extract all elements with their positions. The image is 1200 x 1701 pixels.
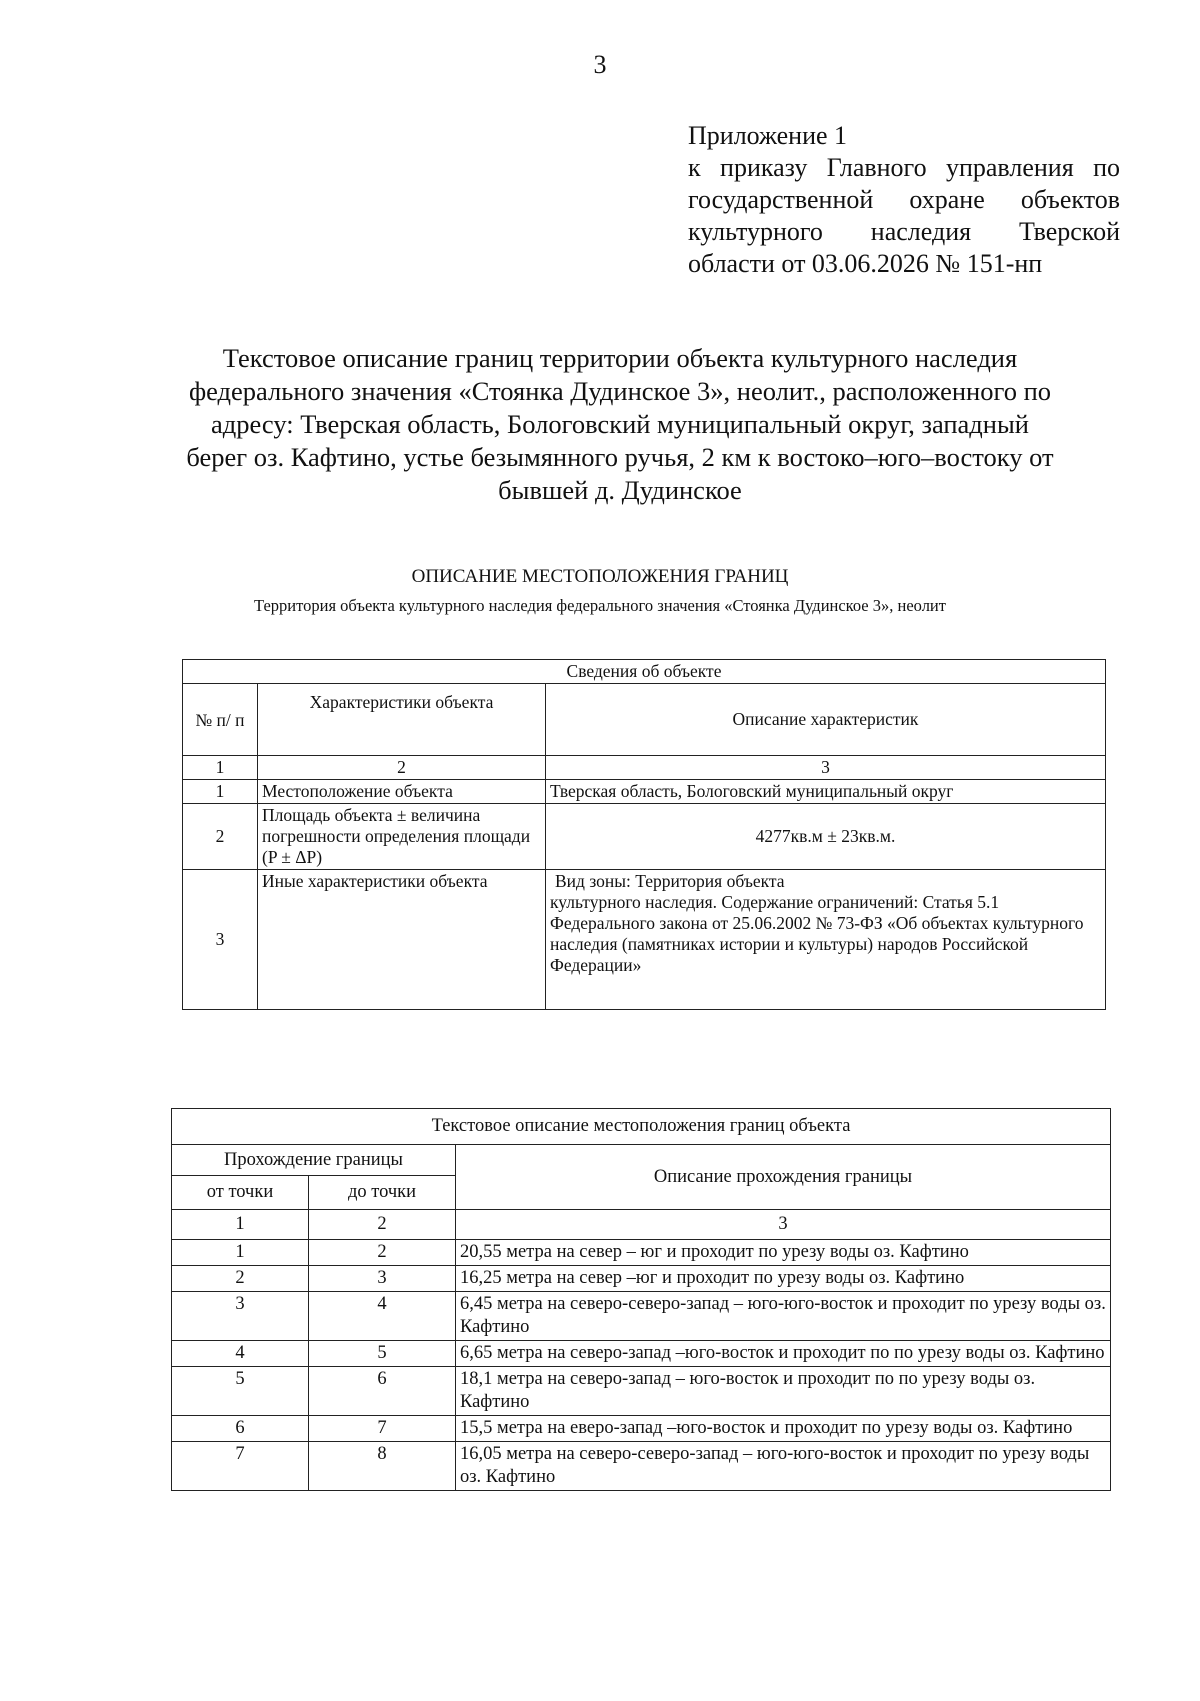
table-row: [172, 1442, 1111, 1491]
page-number: 3: [593, 50, 607, 79]
title-line: Текстовое описание границ территории объекта культурного наследия: [222, 343, 1018, 373]
from-point: 5: [172, 1367, 309, 1416]
from-point: 3: [172, 1292, 309, 1341]
row-description: 4277кв.м ± 23кв.м.: [546, 804, 1106, 870]
table-row: [183, 870, 1106, 1010]
table-number-row: [172, 1210, 1111, 1240]
header-number-cell: 1: [183, 756, 258, 780]
table-caption: Сведения об объекте: [183, 660, 1106, 684]
object-info-table: [182, 659, 1106, 1010]
table-row: [183, 804, 1106, 870]
from-point: 7: [172, 1442, 309, 1491]
boundary-description: 20,55 метра на север – юг и проходит по урезу воды оз. Кафтино: [456, 1240, 1111, 1266]
title-line: адресу: Тверская область, Бологовский муниципальный округ, западный: [211, 409, 1029, 439]
row-characteristic: Местоположение объекта: [258, 780, 546, 804]
boundary-description: 15,5 метра на еверо-запад –юго-восток и проходит по урезу воды оз. Кафтино: [456, 1416, 1111, 1442]
column-header-description: Описание характеристик: [546, 684, 1106, 756]
table-number-row: [183, 756, 1106, 780]
boundary-description: 16,05 метра на северо-северо-запад – юго-юго-восток и проходит по урезу воды оз. Кафтино: [456, 1442, 1111, 1491]
to-point: 3: [309, 1266, 456, 1292]
column-group-header: Прохождение границы: [172, 1145, 456, 1176]
column-header-characteristic: Характеристики объекта: [258, 684, 546, 756]
row-number: 1: [183, 780, 258, 804]
appendix-line: культурного наследия Тверской: [688, 217, 1120, 246]
to-point: 7: [309, 1416, 456, 1442]
appendix-block: [688, 120, 1120, 280]
row-characteristic: Площадь объекта ± величина погрешности определения площади (P ± ΔP): [258, 804, 546, 870]
header-number-cell: 1: [172, 1210, 309, 1240]
table-row: [183, 780, 1106, 804]
table-row: [172, 1292, 1111, 1341]
row-description-line: культурного наследия. Содержание ограничений: Статья 5.1 Федерального закона от 25.06.2002 № 73-ФЗ «Об объектах культурного наследия (памятниках истории и культуры) народов Российской Федерации»: [550, 892, 1084, 975]
to-point: 2: [309, 1240, 456, 1266]
section-subheading: Территория объекта культурного наследия федерального значения «Стоянка Дудинское 3», неолит: [254, 596, 946, 615]
from-point: 2: [172, 1266, 309, 1292]
boundary-description-table: [171, 1108, 1111, 1491]
to-point: 8: [309, 1442, 456, 1491]
row-description: Тверская область, Бологовский муниципальный округ: [546, 780, 1106, 804]
table-row: [172, 1367, 1111, 1416]
row-number: 3: [183, 870, 258, 1010]
row-number: 2: [183, 804, 258, 870]
appendix-line: области от 03.06.2026 № 151-нп: [688, 249, 1043, 278]
row-description-line: Вид зоны: Территория объекта: [555, 871, 785, 891]
boundary-description: 6,65 метра на северо-запад –юго-восток и проходит по по урезу воды оз. Кафтино: [456, 1341, 1111, 1367]
appendix-line: Приложение 1: [688, 121, 848, 150]
header-number-cell: 3: [546, 756, 1106, 780]
section-heading: ОПИСАНИЕ МЕСТОПОЛОЖЕНИЯ ГРАНИЦ: [411, 566, 789, 587]
row-description: [546, 870, 1106, 1010]
column-header-to: до точки: [309, 1176, 456, 1210]
table-caption-row: [172, 1109, 1111, 1145]
table-row: [172, 1240, 1111, 1266]
header-number-cell: 2: [258, 756, 546, 780]
boundary-description: 6,45 метра на северо-северо-запад – юго-юго-восток и проходит по урезу воды оз. Кафтино: [456, 1292, 1111, 1341]
boundary-description: 16,25 метра на север –юг и проходит по урезу воды оз. Кафтино: [456, 1266, 1111, 1292]
table-row: [172, 1341, 1111, 1367]
column-header-from: от точки: [172, 1176, 309, 1210]
to-point: 4: [309, 1292, 456, 1341]
boundary-description: 18,1 метра на северо-запад – юго-восток и проходит по по урезу воды оз. Кафтино: [456, 1367, 1111, 1416]
table-header-row: [183, 684, 1106, 756]
from-point: 1: [172, 1240, 309, 1266]
header-number-cell: 2: [309, 1210, 456, 1240]
header-number-cell: 3: [456, 1210, 1111, 1240]
from-point: 4: [172, 1341, 309, 1367]
column-header-description: Описание прохождения границы: [456, 1145, 1111, 1210]
to-point: 5: [309, 1341, 456, 1367]
column-header-number: № п/ п: [183, 684, 258, 756]
document-title: [130, 342, 1110, 507]
title-line: федерального значения «Стоянка Дудинское 3», неолит., расположенного по: [188, 376, 1052, 406]
title-line: берег оз. Кафтино, устье безымянного ручья, 2 км к востоко–юго–востоку от: [186, 442, 1054, 472]
to-point: 6: [309, 1367, 456, 1416]
table-caption: Текстовое описание местоположения границ объекта: [172, 1109, 1111, 1145]
row-characteristic: Иные характеристики объекта: [258, 870, 546, 1010]
table-caption-row: [183, 660, 1106, 684]
table-header-row: [172, 1145, 1111, 1176]
table-row: [172, 1266, 1111, 1292]
from-point: 6: [172, 1416, 309, 1442]
title-line: бывшей д. Дудинское: [498, 475, 742, 505]
table-row: [172, 1416, 1111, 1442]
appendix-line: государственной охране объектов: [688, 185, 1120, 214]
appendix-line: к приказу Главного управления по: [688, 153, 1120, 182]
